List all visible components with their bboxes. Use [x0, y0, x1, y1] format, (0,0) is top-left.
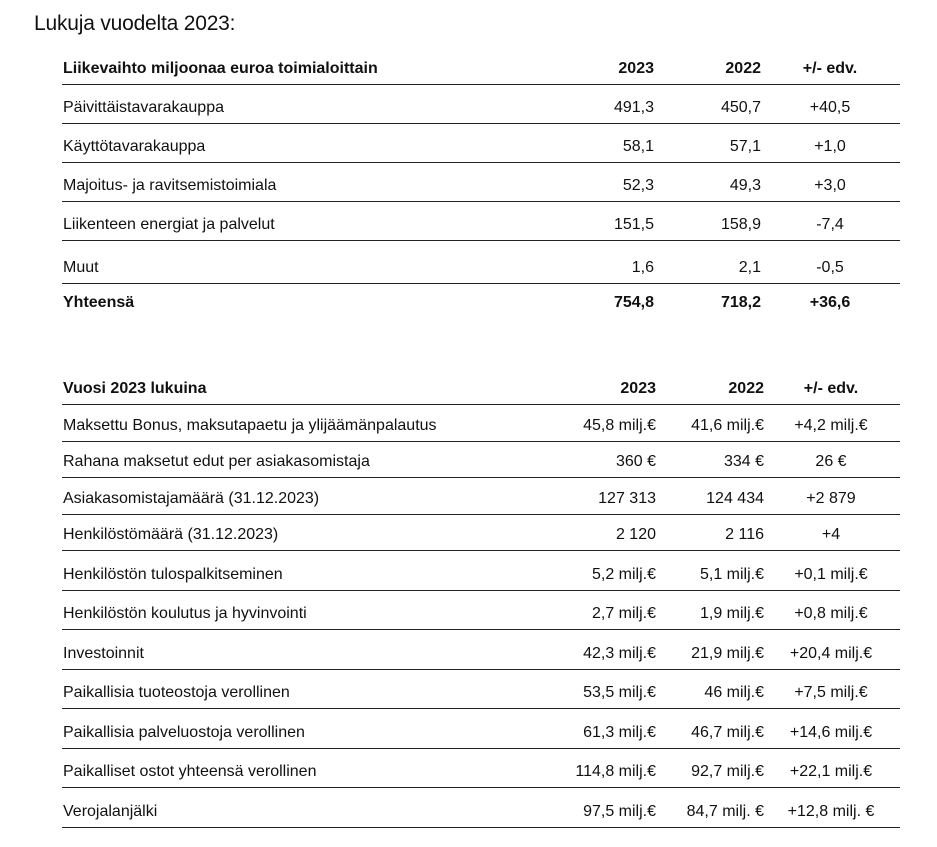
header-diff: +/- edv. [802, 60, 858, 77]
row-label: Muut [63, 259, 99, 276]
row-value-2022: 49,3 [729, 177, 761, 194]
row-value-2023: 1,6 [631, 259, 654, 276]
row-value-2023: 97,5 milj.€ [583, 802, 656, 820]
header-year-2022: 2022 [728, 380, 764, 397]
row-label: Paikalliset ostot yhteensä verollinen [63, 763, 317, 781]
row-value-diff: +4,2 milj.€ [794, 416, 868, 434]
row-label: Rahana maksetut edut per asiakasomistaja [63, 453, 370, 471]
row-value-diff: +0,1 milj.€ [794, 565, 868, 583]
header-diff: +/- edv. [803, 380, 859, 397]
row-label: Asiakasomistajamäärä (31.12.2023) [63, 489, 320, 507]
table-row [62, 591, 900, 631]
row-value-diff: +0,8 milj.€ [794, 605, 868, 623]
row-label: Henkilöstömäärä (31.12.2023) [63, 526, 279, 544]
table-row [62, 709, 900, 749]
row-value-2022: 2 116 [725, 526, 764, 544]
row-label: Majoitus- ja ravitsemistoimiala [63, 177, 277, 194]
row-value-diff: -7,4 [816, 216, 844, 233]
row-value-diff: +3,0 [814, 177, 846, 194]
header-label: Liikevaihto miljoonaa euroa toimialoittain [63, 60, 378, 77]
row-value-diff: +7,5 milj.€ [794, 684, 868, 702]
row-value-2023: 127 313 [598, 489, 656, 507]
table-row [62, 670, 900, 710]
row-value-2023: 53,5 milj.€ [583, 684, 656, 702]
table-row [62, 749, 900, 789]
row-value-diff: +12,8 milj. € [787, 802, 875, 820]
row-value-2022: 1,9 milj.€ [699, 605, 764, 623]
table-row [62, 551, 900, 591]
table-total-row [62, 284, 900, 318]
row-value-2023: 61,3 milj.€ [583, 723, 656, 741]
row-value-2023: 360 € [615, 453, 656, 471]
row-label: Investoinnit [63, 644, 144, 662]
total-value-2022: 718,2 [720, 294, 761, 311]
table-row [62, 241, 900, 284]
row-value-2022: 21,9 milj.€ [691, 644, 764, 662]
row-value-2023: 45,8 milj.€ [583, 416, 656, 434]
row-value-2023: 42,3 milj.€ [583, 644, 656, 662]
row-value-diff: +22,1 milj.€ [789, 763, 873, 781]
row-label: Päivittäistavarakauppa [63, 99, 224, 116]
row-value-2022: 46,7 milj.€ [691, 723, 764, 741]
row-value-diff: +4 [821, 526, 841, 544]
row-value-diff: +14,6 milj.€ [789, 723, 873, 741]
row-label: Henkilöstön tulospalkitseminen [63, 565, 283, 583]
total-value-diff: +36,6 [809, 294, 851, 311]
total-value-2023: 754,8 [613, 294, 654, 311]
row-value-2022: 5,1 milj.€ [699, 565, 764, 583]
row-value-2022: 124 434 [706, 489, 764, 507]
table-header-row [62, 54, 900, 85]
table-row [62, 515, 900, 552]
row-value-2022: 92,7 milj.€ [691, 763, 764, 781]
row-value-diff: +20,4 milj.€ [789, 644, 873, 662]
row-label: Liikenteen energiat ja palvelut [63, 216, 275, 233]
header-year-2023: 2023 [618, 60, 654, 77]
table-header-row [62, 366, 900, 405]
row-value-2023: 58,1 [622, 138, 654, 155]
table-row [62, 163, 900, 202]
table-row [62, 85, 900, 124]
row-value-2023: 151,5 [613, 216, 654, 233]
row-label: Maksettu Bonus, maksutapaetu ja ylijäämänpalautus [63, 416, 437, 434]
table-row [62, 124, 900, 163]
row-label: Käyttötavarakauppa [63, 138, 206, 155]
row-label: Henkilöstön koulutus ja hyvinvointi [63, 605, 307, 623]
row-label: Paikallisia tuoteostoja verollinen [63, 684, 290, 702]
row-value-2022: 450,7 [720, 99, 761, 116]
row-label: Paikallisia palveluostoja verollinen [63, 723, 305, 741]
row-label: Verojalanjälki [63, 802, 158, 820]
row-value-2023: 114,8 milj.€ [575, 763, 656, 781]
row-value-2023: 5,2 milj.€ [591, 565, 656, 583]
year-in-figures-table [62, 366, 900, 828]
page-title: Lukuja vuodelta 2023: [34, 12, 236, 35]
row-value-2023: 2 120 [615, 526, 656, 544]
table-row [62, 478, 900, 515]
header-year-2023: 2023 [620, 380, 656, 397]
table-row [62, 442, 900, 479]
row-value-2023: 52,3 [622, 177, 654, 194]
row-value-2022: 2,1 [738, 259, 761, 276]
header-year-2022: 2022 [725, 60, 761, 77]
table-row [62, 788, 900, 828]
table-row [62, 405, 900, 442]
total-label: Yhteensä [63, 294, 135, 311]
row-value-2022: 84,7 milj. € [686, 802, 764, 820]
row-value-diff: +40,5 [809, 99, 851, 116]
revenue-by-sector-table [62, 54, 900, 318]
row-value-2022: 334 € [723, 453, 764, 471]
table-row [62, 630, 900, 670]
row-value-diff: 26 € [815, 453, 847, 471]
row-value-2022: 41,6 milj.€ [691, 416, 764, 434]
row-value-2022: 158,9 [720, 216, 761, 233]
header-label: Vuosi 2023 lukuina [63, 380, 207, 397]
table-row [62, 202, 900, 241]
row-value-2023: 491,3 [613, 99, 654, 116]
row-value-2022: 57,1 [729, 138, 761, 155]
row-value-2022: 46 milj.€ [704, 684, 764, 702]
row-value-diff: +2 879 [806, 489, 856, 507]
row-value-diff: -0,5 [816, 259, 844, 276]
row-value-diff: +1,0 [814, 138, 846, 155]
row-value-2023: 2,7 milj.€ [591, 605, 656, 623]
